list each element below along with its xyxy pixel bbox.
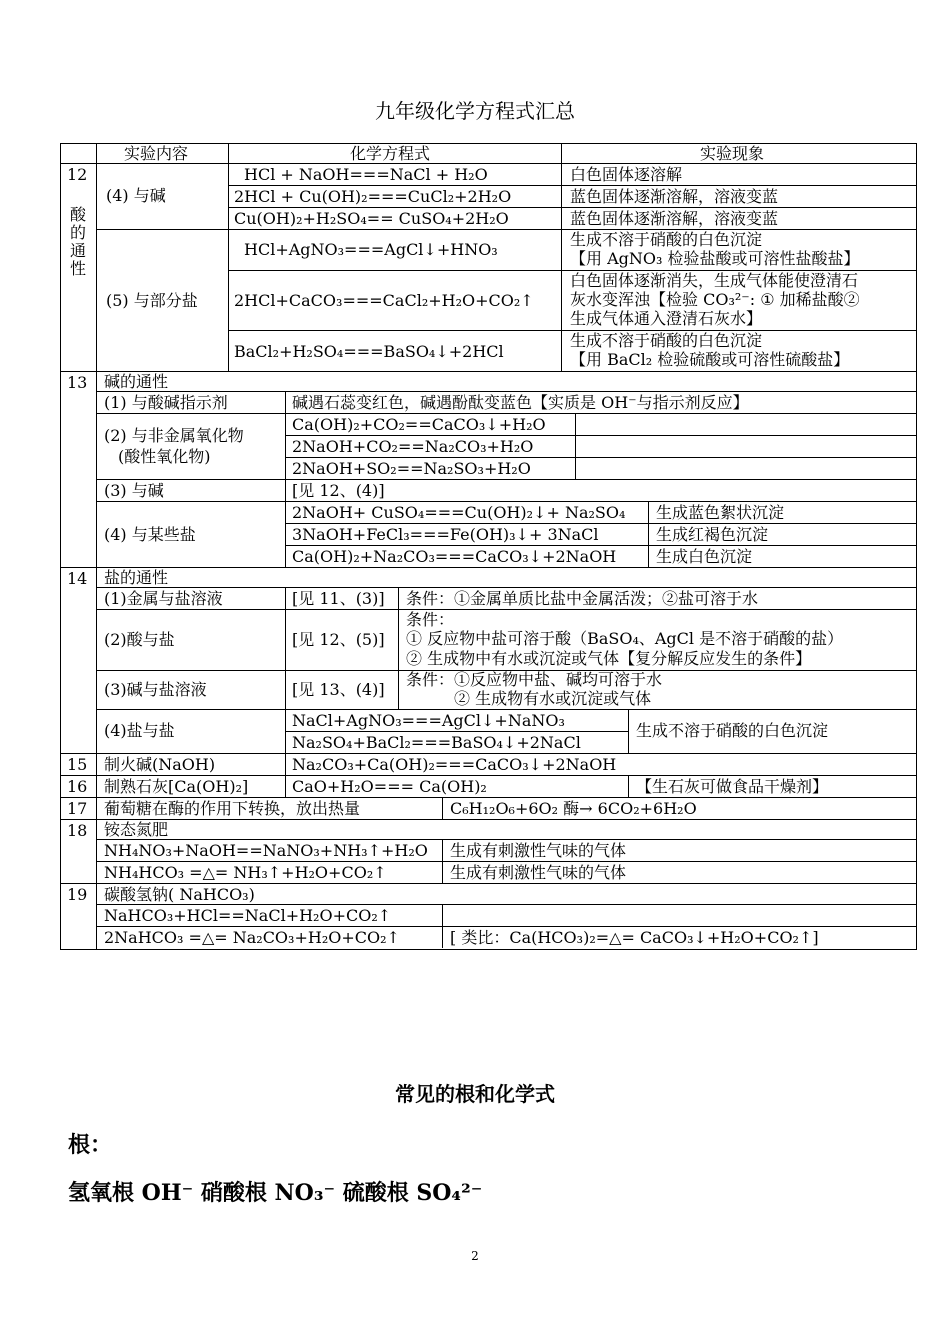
phenomenon: 蓝色固体逐渐溶解，溶液变蓝 — [570, 209, 779, 228]
acid-salt-label: (5) 与部分盐 — [106, 291, 198, 310]
section-15-number: 15 — [67, 755, 88, 774]
section-12-label-4: 性 — [70, 259, 87, 278]
section-13-heading: 碱的通性 — [104, 372, 169, 391]
equation: Ca(OH)₂+CO₂==CaCO₃↓+H₂O — [292, 415, 546, 434]
phenomenon: 白色固体逐溶解 — [570, 165, 683, 184]
header-content: 实验内容 — [124, 144, 189, 163]
row-label: (2)酸与盐 — [104, 630, 175, 649]
section-18-number: 18 — [67, 821, 88, 840]
section-12-number: 12 — [67, 165, 88, 184]
row-label: (3)碱与盐溶液 — [104, 680, 207, 699]
phenomenon: 生成有刺激性气味的气体 — [450, 863, 627, 882]
equation: NH₄HCO₃ =△= NH₃↑+H₂O+CO₂↑ — [104, 863, 387, 882]
row-ref: [见 11、(3)] — [292, 589, 385, 608]
section-17-number: 17 — [67, 799, 88, 818]
row-label: (4)盐与盐 — [104, 721, 175, 740]
row-condition: 条件：①反应物中盐、碱均可溶于水 — [406, 670, 663, 689]
row-condition: ② 生成物中有水或沉淀或气体【复分解反应发生的条件】 — [406, 649, 812, 668]
phenomenon: 生成不溶于硝酸的白色沉淀 — [570, 331, 763, 350]
phenomenon: 生成红褐色沉淀 — [656, 525, 769, 544]
equation: NaHCO₃+HCl==NaCl+H₂O+CO₂↑ — [104, 906, 392, 925]
page-number: 2 — [471, 1249, 479, 1263]
row-label: (1) 与酸碱指示剂 — [104, 393, 228, 412]
section-16-number: 16 — [67, 777, 88, 796]
equation: NH₄NO₃+NaOH==NaNO₃+NH₃↑+H₂O — [104, 841, 428, 860]
phenomenon: 灰水变浑浊【检验 CO₃²⁻: ① 加稀盐酸② — [570, 290, 860, 309]
row-label: (4) 与某些盐 — [104, 525, 196, 544]
equation: HCl + NaOH===NaCl + H₂O — [244, 165, 488, 184]
row-condition: 条件： — [406, 610, 455, 629]
section-14-heading: 盐的通性 — [104, 568, 169, 587]
header-phenomenon: 实验现象 — [700, 144, 765, 163]
equation: Na₂CO₃+Ca(OH)₂===CaCO₃↓+2NaOH — [292, 755, 617, 774]
row-condition: 条件：①金属单质比盐中金属活泼；②盐可溶于水 — [406, 589, 759, 608]
phenomenon: 生成不溶于硝酸的白色沉淀 — [636, 721, 829, 740]
equation: Ca(OH)₂+Na₂CO₃===CaCO₃↓+2NaOH — [292, 547, 617, 566]
equation: NaCl+AgNO₃===AgCl↓+NaNO₃ — [292, 711, 565, 730]
phenomenon: 生成白色沉淀 — [656, 547, 753, 566]
phenomenon: 【用 AgNO₃ 检验盐酸或可溶性盐酸盐】 — [570, 249, 860, 268]
equation: 2HCl+CaCO₃===CaCl₂+H₂O+CO₂↑ — [234, 291, 534, 310]
section-title: 常见的根和化学式 — [395, 1082, 555, 1106]
row-text: [见 12、(4)] — [292, 481, 385, 500]
header-equation: 化学方程式 — [350, 144, 431, 163]
row-condition: ① 反应物中盐可溶于酸（BaSO₄、AgCl 是不溶于硝酸的盐） — [406, 629, 844, 648]
row-label: 制火碱(NaOH) — [104, 755, 216, 774]
row-ref: [见 12、(5)] — [292, 630, 385, 649]
section-13-number: 13 — [67, 373, 88, 392]
row-label: (3) 与碱 — [104, 481, 164, 500]
equation: Na₂SO₄+BaCl₂===BaSO₄↓+2NaCl — [292, 733, 581, 752]
equation: 2NaHCO₃ =△= Na₂CO₃+H₂O+CO₂↑ — [104, 928, 400, 947]
row-label: 葡萄糖在酶的作用下转换，放出热量 — [104, 799, 361, 818]
acid-base-label: (4) 与碱 — [106, 186, 166, 205]
row-text: 碱遇石蕊变红色，碱遇酚酞变蓝色【实质是 OH⁻与指示剂反应】 — [292, 393, 749, 412]
phenomenon: 生成有刺激性气味的气体 — [450, 841, 627, 860]
section-12-label-3: 通 — [70, 241, 87, 260]
roots-list: 氢氧根 OH⁻ 硝酸根 NO₃⁻ 硫酸根 SO₄²⁻ — [68, 1180, 483, 1206]
row-label: (1)金属与盐溶液 — [104, 589, 223, 608]
row-label: 制熟石灰[Ca(OH)₂] — [104, 777, 249, 796]
row-condition: ② 生成物有水或沉淀或气体 — [454, 689, 652, 708]
equation: BaCl₂+H₂SO₄===BaSO₄↓+2HCl — [234, 342, 504, 361]
equation: 2HCl + Cu(OH)₂===CuCl₂+2H₂O — [234, 187, 512, 206]
equation: Cu(OH)₂+H₂SO₄== CuSO₄+2H₂O — [234, 209, 509, 228]
roots-label: 根： — [68, 1132, 113, 1158]
equation: C₆H₁₂O₆+6O₂ 酶→ 6CO₂+6H₂O — [450, 799, 697, 818]
phenomenon: 【用 BaCl₂ 检验硫酸或可溶性硫酸盐】 — [570, 350, 850, 369]
section-19-heading: 碳酸氢钠( NaHCO₃) — [104, 885, 255, 904]
section-12-label-2: 的 — [70, 223, 87, 242]
row-ref: [见 13、(4)] — [292, 680, 385, 699]
equation: 2NaOH+SO₂==Na₂SO₃+H₂O — [292, 459, 531, 478]
page-title: 九年级化学方程式汇总 — [375, 99, 575, 123]
phenomenon: 生成蓝色絮状沉淀 — [656, 503, 785, 522]
equation: 2NaOH+CO₂==Na₂CO₃+H₂O — [292, 437, 534, 456]
note: 【生石灰可做食品干燥剂】 — [636, 777, 829, 796]
equation: HCl+AgNO₃===AgCl↓+HNO₃ — [244, 240, 498, 259]
section-18-heading: 铵态氮肥 — [104, 820, 169, 839]
phenomenon: 生成气体通入澄清石灰水】 — [570, 309, 763, 328]
equation: 3NaOH+FeCl₃===Fe(OH)₃↓+ 3NaCl — [292, 525, 599, 544]
section-12-label-1: 酸 — [70, 205, 87, 224]
section-19-number: 19 — [67, 885, 88, 904]
row-label: (2) 与非金属氧化物 — [104, 426, 244, 445]
equation: 2NaOH+ CuSO₄===Cu(OH)₂↓+ Na₂SO₄ — [292, 503, 626, 522]
note: [ 类比：Ca(HCO₃)₂=△= CaCO₃↓+H₂O+CO₂↑] — [450, 928, 819, 947]
phenomenon: 白色固体逐渐消失，生成气体能使澄清石 — [570, 271, 859, 290]
row-label: (酸性氧化物) — [118, 447, 211, 466]
equation: CaO+H₂O=== Ca(OH)₂ — [292, 777, 487, 796]
section-14-number: 14 — [67, 569, 88, 588]
phenomenon: 蓝色固体逐渐溶解，溶液变蓝 — [570, 187, 779, 206]
phenomenon: 生成不溶于硝酸的白色沉淀 — [570, 230, 763, 249]
